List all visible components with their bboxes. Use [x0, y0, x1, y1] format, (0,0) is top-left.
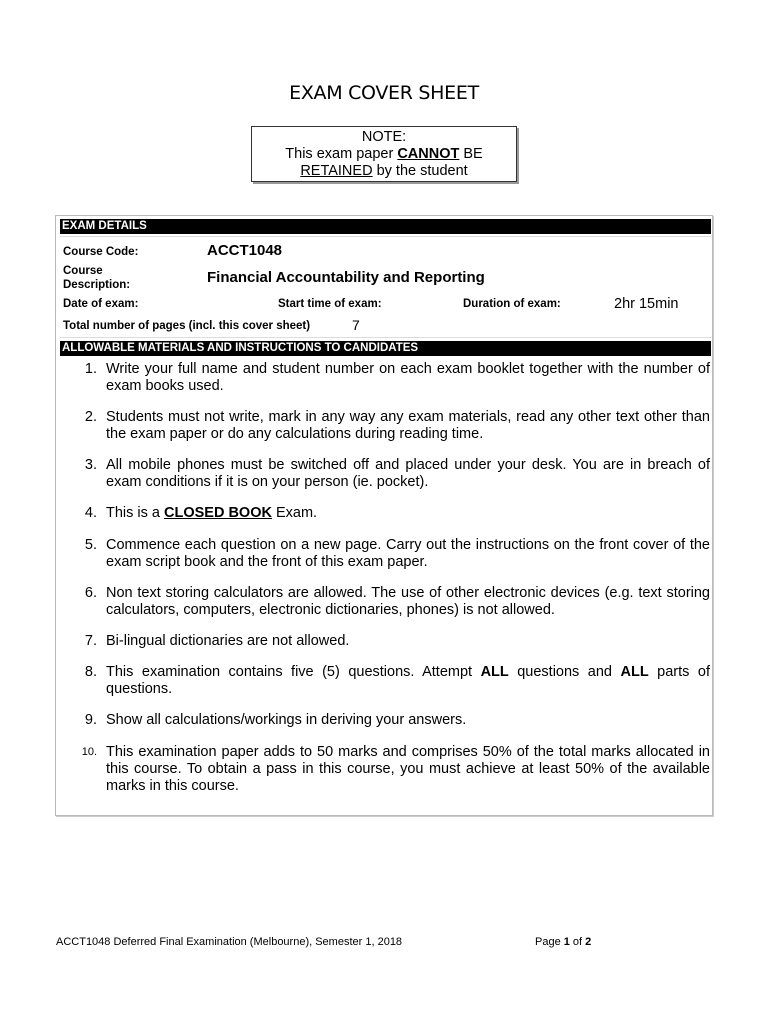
note-line-2: This exam paper CANNOT BE [285, 146, 483, 162]
course-code-value: ACCT1048 [207, 242, 283, 259]
duration-value: 2hr 15min [614, 296, 679, 312]
course-description-label-2: Description: [63, 279, 131, 291]
exam-details-table: EXAM DETAILS Course Code: ACCT1048 Course Description: Financial Accountability and Reporting Date of exam: Start time of exam: Duration of exam: 2hr 15min Total number of pages (incl. this cover sheet) 7 ALLOWABLE MATERIALS AND INSTRUCTIONS TO CANDIDATES 1. Write your full name and student number on each exam booklet together with the number of exam books used. 2. Students must not write, mark in any way any exam materials, read any other text other than the exam paper or do any calculations during reading time. 3. All mobile phones must be switched off and placed under your desk. You are in breach of exam conditions if it is on your person (ie. pocket). 4. This is a CLOSED BOOK Exam. 5. Commence each question on a new page. Carry out the instructions on the front cover of the exam script book and the front of this exam paper. 6. Non text storing calculators are allowed. The use of other electronic devices (e.g. text storing calculators, computers, electronic dictionaries, phones) is not allowed. 7. Bi-lingual dictionaries are not allowed. 8. This examination contains five (5) questions. Attempt ALL questions and ALL parts of questions. 9. Show all calculations/workings in deriving your answers. 10. This examination paper adds to 50 marks and comprises 50% of the total marks allocated in this course. To obtain a pass in this course, you must achieve at least 50% of the available marks in this course. [55, 215, 713, 816]
note-cannot: CANNOT [397, 146, 460, 162]
footer-exam-info: ACCT1048 Deferred Final Examination (Melbourne), Semester 1, 2018 [56, 936, 403, 948]
start-time-label: Start time of exam: [278, 298, 382, 310]
retention-note [251, 126, 517, 182]
course-code-label: Course Code: [63, 246, 139, 258]
instructions-header: ALLOWABLE MATERIALS AND INSTRUCTIONS TO CANDIDATES [60, 341, 711, 356]
page-title: EXAM COVER SHEET [289, 82, 479, 104]
course-description-value: Financial Accountability and Reporting [207, 269, 485, 286]
note-retained: RETAINED [300, 163, 373, 179]
duration-label: Duration of exam: [463, 298, 561, 310]
date-of-exam-label: Date of exam: [63, 298, 139, 310]
course-description-label-1: Course [63, 265, 103, 277]
note-line-3: RETAINED by the student [300, 163, 468, 179]
row-divider [60, 337, 711, 338]
closed-book-text: CLOSED BOOK [164, 505, 272, 521]
total-pages-value: 7 [352, 317, 360, 333]
footer-page-number: Page 1 of 2 [535, 936, 592, 948]
exam-details-header: EXAM DETAILS [60, 219, 711, 234]
row-divider [60, 236, 711, 237]
total-pages-label: Total number of pages (incl. this cover sheet) [63, 320, 311, 332]
note-heading: NOTE: [361, 129, 407, 145]
